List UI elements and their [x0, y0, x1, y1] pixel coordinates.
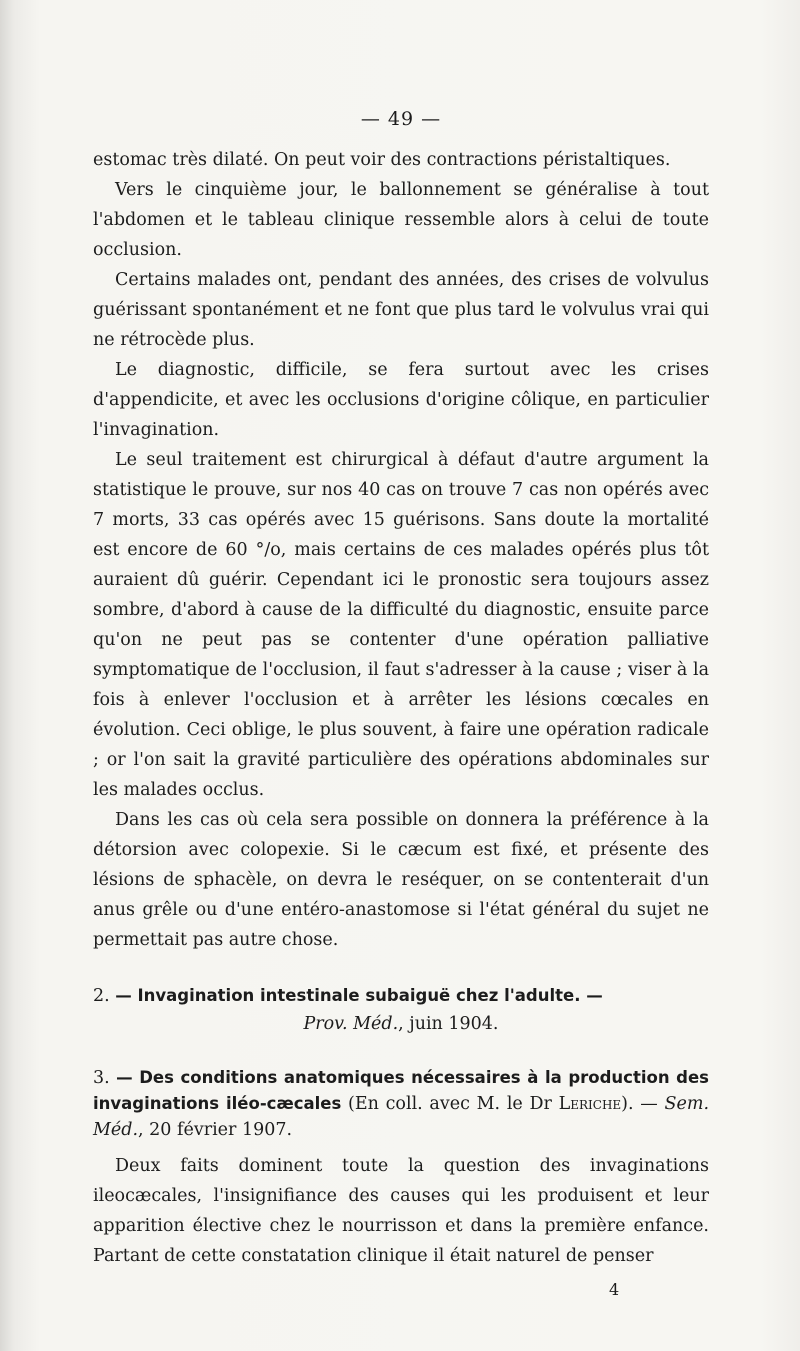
signature-mark: 4 [609, 1280, 620, 1299]
reference-2-number: 2. [93, 986, 110, 1006]
lower-text [93, 1151, 709, 1271]
reference-3-after-author: ). — [621, 1094, 665, 1114]
reference-2-source-line [93, 1011, 709, 1037]
reference-2-date: , juin 1904. [398, 1014, 499, 1034]
reference-2-title: — Invagination intestinale subaiguë chez l'adulte. — [115, 986, 603, 1005]
reference-2 [93, 983, 709, 1009]
reference-3-title: — Des conditions anatomiques nécessaires à la production des invaginations iléo-cæcales [93, 1068, 709, 1113]
paragraph-6: Dans les cas où cela sera possible on donnera la préférence à la détorsion avec colopexie. Si le cæcum est fixé, et présente des lésions de sphacèle, on devra le reséquer, on se contenterait d'un anus grêle ou d'une entéro-anastomose si l'état général du sujet ne permettait pas autre chose. [93, 810, 709, 950]
reference-2-source: Prov. Méd. [303, 1014, 399, 1034]
reference-3-number: 3. [93, 1068, 110, 1088]
reference-3-author: Leriche [558, 1094, 622, 1114]
reference-3 [93, 1065, 709, 1143]
paragraph-4: Le diagnostic, difficile, se fera surtout avec les crises d'appendicite, et avec les occlusions d'origine côlique, en particulier l'invagination. [93, 360, 709, 440]
paragraph-2: Vers le cinquième jour, le ballonnement se généralise à tout l'abdomen et le tableau clinique ressemble alors à celui de toute occlusion. [93, 180, 709, 260]
paragraph-5: Le seul traitement est chirurgical à défaut d'autre argument la statistique le prouve, sur nos 40 cas on trouve 7 cas non opérés avec 7 morts, 33 cas opérés avec 15 guérisons. Sans doute la mortalité est encore de 60 °/o, mais certains de ces malades opérés plus tôt auraient dû guérir. Cependant ici le pronostic sera toujours assez sombre, d'abord à cause de la difficulté du diagnostic, ensuite parce qu'on ne peut pas se contenter d'une opération palliative symptomatique de l'occlusion, il faut s'adresser à la cause ; viser à la fois à enlever l'occlusion et à arrêter les lésions cœcales en évolution. Ceci oblige, le plus souvent, à faire une opération radicale ; or l'on sait la gravité particulière des opérations abdominales sur les malades occlus. [93, 450, 709, 800]
page-number: — 49 — [360, 108, 442, 130]
paragraph-3: Certains malades ont, pendant des années, des crises de volvulus guérissant spontanément et ne font que plus tard le volvulus vrai qui ne rétrocède plus. [93, 270, 709, 350]
paragraph-7: Deux faits dominent toute la question des invaginations ileocæcales, l'insignifiance des causes qui les produisent et leur apparition élective chez le nourrisson et dans la première enfance. Partant de cette constatation clinique il était naturel de penser [93, 1156, 709, 1266]
reference-3-coll: (En coll. avec M. le Dr [341, 1094, 559, 1114]
body-text [93, 145, 709, 955]
reference-3-date: , 20 février 1907. [138, 1120, 293, 1140]
reference-3-source: Sem. Méd. [93, 1094, 710, 1140]
paragraph-1: estomac très dilaté. On peut voir des contractions péristaltiques. [93, 150, 671, 170]
references [93, 983, 710, 1140]
